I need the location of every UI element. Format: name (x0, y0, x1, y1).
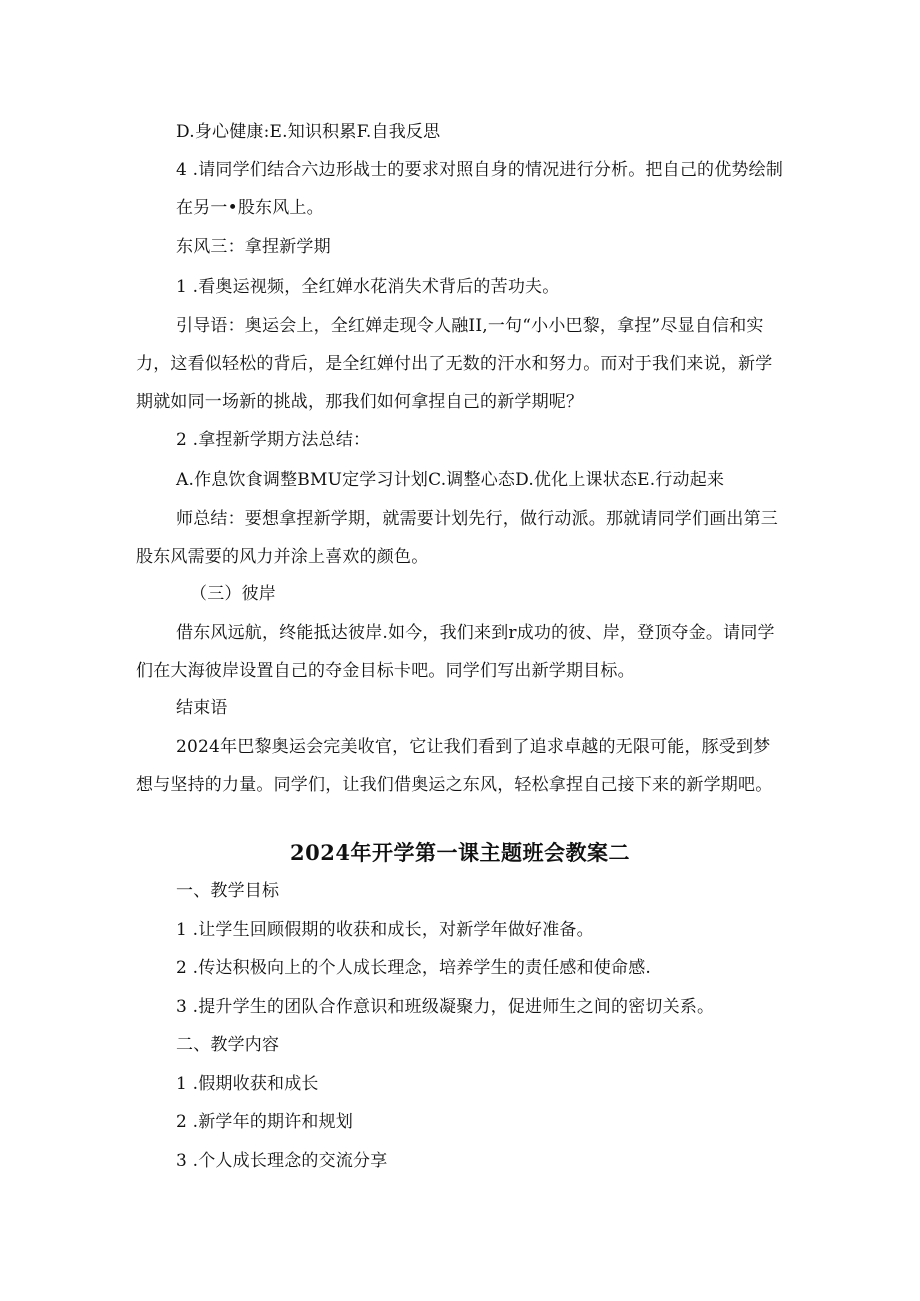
method-list: A.作息饮食调整BMU定学习计划C.调整心态D.优化上课状态E.行动起来 (176, 470, 725, 490)
closing-paragraph: 2024年巴黎奥运会完美收官，它让我们看到了追求卓越的无限可能，豚受到梦想与坚持的力量。同学们，让我们借奥运之东风，轻松拿捏自己接下来的新学期吧。 (136, 737, 773, 795)
section-heading-shore: （三）彼岸 (190, 584, 276, 604)
step-2-method: 2 .拿捏新学期方法总结： (176, 430, 371, 450)
goal-item-2: 2 .传达积极向上的个人成长理念，培养学生的责任感和使命感. (176, 958, 652, 978)
closing-heading: 结束语 (176, 698, 228, 718)
list-item-d-e-f: D.身心健康:E.知识积累F.自我反思 (176, 122, 441, 142)
section-heading-dongfeng-3: 东风三：拿捏新学期 (176, 237, 331, 257)
guide-paragraph: 引导语：奥运会上，全红婵走现令人融II,一句“小小巴黎，拿捏”尽显自信和实力，这看似轻松的背后，是全红婵付出了无数的汗水和努力。而对于我们来说，新学期就如同一场新的挑战，那我们如何拿捏自己的新学期呢？ (136, 316, 773, 412)
shore-paragraph: 借东风远航，终能抵达彼岸.如今，我们来到r成功的彼、岸，登顶夺金。请同学们在大海彼岸设置自己的夺金目标卡吧。同学们写出新学期目标。 (136, 623, 775, 681)
content-item-1: 1 .假期收获和成长 (176, 1074, 319, 1094)
step-1-video: 1 .看奥运视频，全红婵水花消失术背后的苦功夫。 (176, 277, 560, 297)
goal-item-3: 3 .提升学生的团队合作意识和班级凝聚力，促进师生之间的密切关系。 (176, 997, 715, 1017)
content-item-2: 2 .新学年的期许和规划 (176, 1112, 354, 1132)
step-4-paragraph: 4 .请同学们结合六边形战士的要求对照自身的情况进行分析。把自己的优势绘制在另一•股东风上。 (176, 160, 784, 218)
teaching-goals-heading: 一、教学目标 (176, 881, 280, 901)
teaching-content-heading: 二、教学内容 (176, 1035, 280, 1055)
page-title: 2024年开学第一课主题班会教案二 (290, 840, 630, 865)
content-item-3: 3 .个人成长理念的交流分享 (176, 1151, 388, 1171)
goal-item-1: 1 .让学生回顾假期的收获和成长，对新学年做好准备。 (176, 920, 594, 940)
teacher-summary-paragraph: 师总结：要想拿捏新学期，就需要计划先行，做行动派。那就请同学们画出第三股东风需要的风力并涂上喜欢的颜色。 (136, 509, 778, 567)
